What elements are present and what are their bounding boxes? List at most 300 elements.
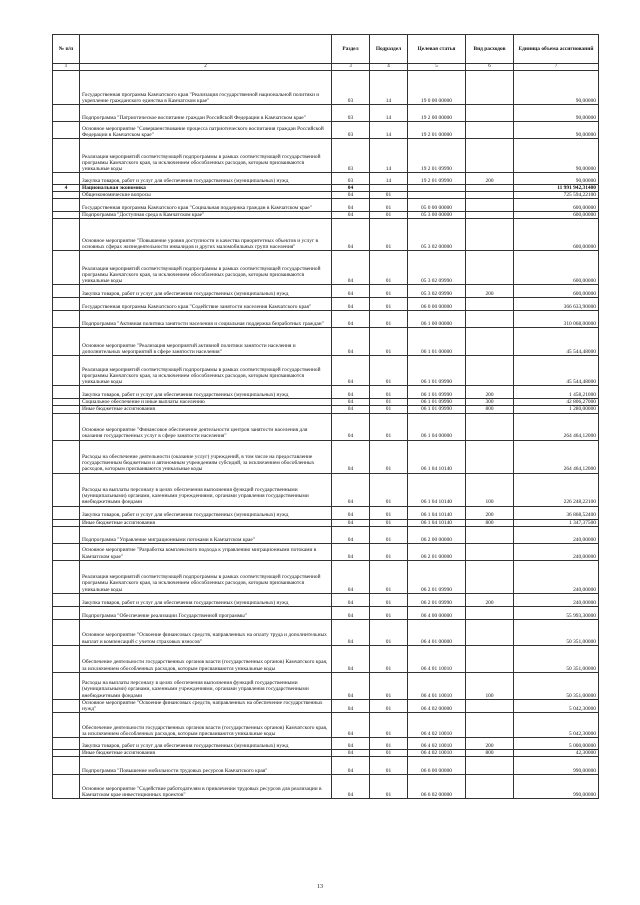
- row-expense-type: [466, 192, 514, 199]
- row-target-article: [408, 192, 466, 199]
- row-target-article: 06 1 01 00000: [408, 328, 466, 356]
- row-expense-type: [466, 774, 514, 798]
- row-razdel: 04: [332, 519, 370, 526]
- row-name: Реализация мероприятий соответствующей подпрограммы в рамках соответствующей государственной программы Камчатского края, за исключением обособленных расходов, которым присваиваются уникальные коды: [80, 139, 332, 173]
- row-name: Иные бюджетные ассигнования: [80, 406, 332, 413]
- row-podrazdel: 01: [370, 506, 408, 519]
- row-number: [53, 413, 80, 440]
- row-podrazdel: 01: [370, 199, 408, 212]
- row-target-article: 19 2 01 09990: [408, 173, 466, 185]
- row-expense-type: 800: [466, 749, 514, 756]
- row-name: Основное мероприятие "Освоение финансовых средств, направленных на оплату труда и дополнительных выплат и компенсаций с учетом страховых взносов": [80, 619, 332, 645]
- row-razdel: 04: [332, 543, 370, 560]
- row-name: Национальная экономика: [80, 185, 332, 192]
- table-row: [53, 192, 599, 199]
- table-row: [53, 298, 599, 311]
- row-amount: 600,00000: [514, 199, 599, 212]
- row-razdel: 04: [332, 440, 370, 473]
- row-target-article: 06 2 01 00000: [408, 543, 466, 560]
- row-razdel: 03: [332, 122, 370, 139]
- row-expense-type: [466, 105, 514, 122]
- row-number: [53, 199, 80, 212]
- row-target-article: 06 6 02 00000: [408, 774, 466, 798]
- col-number: 1: [53, 64, 80, 71]
- row-target-article: 05 3 00 00000: [408, 212, 466, 219]
- row-amount: 42,30000: [514, 749, 599, 756]
- row-amount: 45 544,48000: [514, 328, 599, 356]
- row-razdel: 04: [332, 386, 370, 399]
- table-row: [53, 139, 599, 173]
- row-target-article: 06 4 02 00000: [408, 699, 466, 712]
- row-number: [53, 386, 80, 399]
- row-number: [53, 406, 80, 413]
- row-razdel: 04: [332, 606, 370, 619]
- row-number: [53, 712, 80, 737]
- row-podrazdel: 01: [370, 749, 408, 756]
- column-number-row: [53, 64, 599, 71]
- row-razdel: 04: [332, 199, 370, 212]
- row-amount: 5 000,00000: [514, 737, 599, 749]
- row-amount: 366 633,90000: [514, 298, 599, 311]
- row-amount: 11 991 942,31400: [514, 185, 599, 192]
- row-target-article: 06 4 01 10010: [408, 672, 466, 699]
- row-amount: 990,00000: [514, 774, 599, 798]
- row-razdel: 03: [332, 71, 370, 105]
- row-razdel: 04: [332, 219, 370, 251]
- row-amount: 5 042,30000: [514, 712, 599, 737]
- row-podrazdel: 01: [370, 356, 408, 386]
- row-name: Подпрограмма "Обеспечение реализации Государственной программы": [80, 606, 332, 619]
- row-podrazdel: 01: [370, 399, 408, 406]
- row-target-article: 06 1 01 09990: [408, 406, 466, 413]
- row-target-article: 06 4 00 00000: [408, 606, 466, 619]
- row-amount: 990,00000: [514, 756, 599, 774]
- row-podrazdel: 14: [370, 105, 408, 122]
- col-header-expense-type: Вид расходов: [466, 35, 514, 64]
- table-row: [53, 593, 599, 606]
- row-podrazdel: 01: [370, 606, 408, 619]
- table-header-row: [53, 35, 599, 64]
- row-name: Подпрограмма "Активная политика занятости населения и социальная поддержка безработных граждан": [80, 311, 332, 328]
- row-name: Социальное обеспечение и иные выплаты населению: [80, 399, 332, 406]
- row-expense-type: [466, 543, 514, 560]
- row-expense-type: 800: [466, 406, 514, 413]
- budget-table-page: [52, 34, 598, 799]
- row-expense-type: [466, 199, 514, 212]
- row-target-article: 19 2 01 09990: [408, 139, 466, 173]
- table-row: [53, 606, 599, 619]
- row-name: Государственная программа Камчатского края "Содействие занятости населения Камчатского края": [80, 298, 332, 311]
- row-amount: 55 993,30000: [514, 606, 599, 619]
- table-row: [53, 199, 599, 212]
- row-amount: 240,00000: [514, 526, 599, 543]
- row-target-article: 06 1 01 09990: [408, 356, 466, 386]
- row-razdel: 04: [332, 328, 370, 356]
- row-razdel: 04: [332, 756, 370, 774]
- row-name: Основное мероприятие "Содействие работодателям в привлечении трудовых ресурсов для реализации в Камчатском крае инвестиционных проектов": [80, 774, 332, 798]
- row-amount: 226 248,22100: [514, 473, 599, 506]
- row-amount: 310 068,00000: [514, 311, 599, 328]
- row-name: Обеспечение деятельности государственных органов власти (государственных органов) Камчатского края, за исключением обособленных расходов, которым присваиваются уникальные коды: [80, 645, 332, 672]
- row-name: Закупка товаров, работ и услуг для обеспечения государственных (муниципальных) нужд: [80, 506, 332, 519]
- row-name: Подпрограмма "Управление миграционными потоками в Камчатском крае": [80, 526, 332, 543]
- table-row: [53, 645, 599, 672]
- row-expense-type: [466, 560, 514, 593]
- row-name: Иные бюджетные ассигнования: [80, 749, 332, 756]
- table-row: [53, 737, 599, 749]
- row-razdel: 04: [332, 298, 370, 311]
- row-expense-type: [466, 526, 514, 543]
- row-amount: 90,00000: [514, 122, 599, 139]
- row-number: [53, 473, 80, 506]
- row-amount: 45 544,48000: [514, 356, 599, 386]
- row-target-article: 06 4 02 10010: [408, 749, 466, 756]
- row-razdel: 03: [332, 105, 370, 122]
- col-number: 2: [80, 64, 332, 71]
- col-number: 3: [332, 64, 370, 71]
- row-razdel: 04: [332, 311, 370, 328]
- table-row: [53, 774, 599, 798]
- row-amount: 264 464,12000: [514, 440, 599, 473]
- row-name: Закупка товаров, работ и услуг для обеспечения государственных (муниципальных) нужд: [80, 593, 332, 606]
- row-razdel: 04: [332, 185, 370, 192]
- row-expense-type: [466, 606, 514, 619]
- row-podrazdel: [370, 185, 408, 192]
- row-expense-type: [466, 251, 514, 285]
- row-podrazdel: 01: [370, 311, 408, 328]
- row-name: Закупка товаров, работ и услуг для обеспечения государственных (муниципальных) нужд: [80, 737, 332, 749]
- row-razdel: 04: [332, 699, 370, 712]
- row-expense-type: [466, 219, 514, 251]
- row-expense-type: [466, 413, 514, 440]
- row-podrazdel: 01: [370, 192, 408, 199]
- row-name: Основное мероприятие "Финансовое обеспечение деятельности центров занятости населения для оказания государственных услуг в сфере занятости населения": [80, 413, 332, 440]
- row-name: Подпрограмма "Повышение мобильности трудовых ресурсов Камчатского края": [80, 756, 332, 774]
- row-target-article: [408, 185, 466, 192]
- row-target-article: 06 1 04 10140: [408, 519, 466, 526]
- table-row: [53, 519, 599, 526]
- row-target-article: 06 4 02 10010: [408, 737, 466, 749]
- row-amount: 1 280,00000: [514, 406, 599, 413]
- col-number: 7: [514, 64, 599, 71]
- row-amount: 240,00000: [514, 543, 599, 560]
- row-expense-type: [466, 298, 514, 311]
- row-target-article: 06 1 00 00000: [408, 311, 466, 328]
- row-amount: 264 464,12000: [514, 413, 599, 440]
- row-name: Общеэкономические вопросы: [80, 192, 332, 199]
- row-number: [53, 328, 80, 356]
- row-razdel: 04: [332, 619, 370, 645]
- table-row: [53, 506, 599, 519]
- row-expense-type: 300: [466, 399, 514, 406]
- table-row: [53, 219, 599, 251]
- row-number: [53, 672, 80, 699]
- row-podrazdel: 01: [370, 285, 408, 298]
- row-name: Расходы на обеспечение деятельности (оказание услуг) учреждений, в том числе на предоставление государственным бюджетным и автономным учреждениям субсидий, за исключением обособленных расходов, которым присваиваются уникальные коды: [80, 440, 332, 473]
- row-name: Основное мероприятие "Повышение уровня доступности и качества приоритетных объектов и услуг в основных сферах жизнедеятельности инвалидов и других маломобильных групп населения": [80, 219, 332, 251]
- row-podrazdel: 01: [370, 219, 408, 251]
- row-expense-type: [466, 212, 514, 219]
- row-expense-type: 100: [466, 473, 514, 506]
- row-razdel: 04: [332, 285, 370, 298]
- row-number: [53, 219, 80, 251]
- row-number: [53, 756, 80, 774]
- row-expense-type: [466, 311, 514, 328]
- row-name: Закупка товаров, работ и услуг для обеспечения государственных (муниципальных) нужд: [80, 285, 332, 298]
- row-target-article: 19 2 01 00000: [408, 122, 466, 139]
- row-podrazdel: 01: [370, 212, 408, 219]
- table-body: [53, 71, 599, 799]
- table-row: [53, 105, 599, 122]
- row-podrazdel: 14: [370, 173, 408, 185]
- row-target-article: 05 3 02 09990: [408, 285, 466, 298]
- row-target-article: 06 0 00 00000: [408, 298, 466, 311]
- row-podrazdel: 14: [370, 139, 408, 173]
- row-number: [53, 543, 80, 560]
- row-amount: 725 594,22100: [514, 192, 599, 199]
- row-name: Государственная программа Камчатского края "Социальная поддержка граждан в Камчатском крае": [80, 199, 332, 212]
- table-row: [53, 473, 599, 506]
- row-podrazdel: 01: [370, 440, 408, 473]
- row-razdel: 04: [332, 560, 370, 593]
- row-target-article: 06 2 01 09990: [408, 560, 466, 593]
- row-number: [53, 105, 80, 122]
- row-name: Основное мероприятие "Разработка комплексного подхода к управлению миграционными потоками в Камчатском крае": [80, 543, 332, 560]
- row-podrazdel: 01: [370, 386, 408, 399]
- row-expense-type: [466, 645, 514, 672]
- row-razdel: 04: [332, 672, 370, 699]
- row-podrazdel: 01: [370, 543, 408, 560]
- row-name: Подпрограмма "Доступная среда в Камчатском крае": [80, 212, 332, 219]
- budget-table: [52, 34, 599, 799]
- row-expense-type: [466, 619, 514, 645]
- page-number: 13: [317, 884, 323, 890]
- row-razdel: 04: [332, 737, 370, 749]
- table-row: [53, 185, 599, 192]
- row-number: [53, 774, 80, 798]
- row-target-article: 19 0 00 00000: [408, 71, 466, 105]
- row-name: Реализация мероприятий соответствующей подпрограммы в рамках соответствующей государственной программы Камчатского края, за исключением обособленных расходов, которым присваиваются уникальные коды: [80, 251, 332, 285]
- table-row: [53, 440, 599, 473]
- row-podrazdel: 01: [370, 712, 408, 737]
- row-number: [53, 699, 80, 712]
- row-target-article: 06 4 01 00000: [408, 619, 466, 645]
- row-amount: 5 042,30000: [514, 699, 599, 712]
- row-target-article: 05 3 02 00000: [408, 219, 466, 251]
- row-number: [53, 139, 80, 173]
- row-amount: 90,00000: [514, 139, 599, 173]
- row-number: [53, 519, 80, 526]
- table-row: [53, 356, 599, 386]
- row-number: [53, 122, 80, 139]
- row-expense-type: [466, 699, 514, 712]
- row-number: [53, 212, 80, 219]
- row-podrazdel: 01: [370, 672, 408, 699]
- row-target-article: 06 1 01 09990: [408, 399, 466, 406]
- row-name: Основное мероприятие "Реализация мероприятий активной политики занятости населения и дополнительных мероприятий в сфере занятости населения": [80, 328, 332, 356]
- row-razdel: 04: [332, 774, 370, 798]
- table-row: [53, 699, 599, 712]
- table-row: [53, 251, 599, 285]
- row-razdel: 04: [332, 192, 370, 199]
- row-expense-type: 200: [466, 386, 514, 399]
- row-razdel: 04: [332, 473, 370, 506]
- row-razdel: 03: [332, 173, 370, 185]
- row-podrazdel: 01: [370, 526, 408, 543]
- row-razdel: 03: [332, 139, 370, 173]
- table-row: [53, 311, 599, 328]
- row-expense-type: 200: [466, 173, 514, 185]
- col-number: 4: [370, 64, 408, 71]
- table-row: [53, 543, 599, 560]
- row-amount: 1 458,21000: [514, 386, 599, 399]
- row-expense-type: [466, 139, 514, 173]
- row-name: Расходы на выплаты персоналу в целях обеспечения выполнения функций государственными (муниципальными) органами, казенными учреждениями, органами управления государственными внебюджетными фондами: [80, 672, 332, 699]
- table-row: [53, 712, 599, 737]
- row-name: Закупка товаров, работ и услуг для обеспечения государственных (муниципальных) нужд: [80, 173, 332, 185]
- row-name: Основное мероприятие "Освоение финансовых средств, направленных на обеспечение государственных нужд": [80, 699, 332, 712]
- row-razdel: 04: [332, 749, 370, 756]
- row-number: [53, 285, 80, 298]
- row-target-article: 06 2 00 00000: [408, 526, 466, 543]
- row-amount: 600,00000: [514, 285, 599, 298]
- row-expense-type: 200: [466, 593, 514, 606]
- row-razdel: 04: [332, 399, 370, 406]
- row-podrazdel: 01: [370, 756, 408, 774]
- col-number: 6: [466, 64, 514, 71]
- row-amount: 36 868,52400: [514, 506, 599, 519]
- row-podrazdel: 01: [370, 473, 408, 506]
- row-amount: 600,00000: [514, 251, 599, 285]
- row-podrazdel: 01: [370, 774, 408, 798]
- row-expense-type: 200: [466, 506, 514, 519]
- row-target-article: 06 2 01 09990: [408, 593, 466, 606]
- row-name: Основное мероприятие "Совершенствование процесса патриотического воспитания граждан Российской Федерации в Камчатском крае": [80, 122, 332, 139]
- row-amount: 50 351,00000: [514, 619, 599, 645]
- row-amount: 240,00000: [514, 560, 599, 593]
- row-razdel: 04: [332, 645, 370, 672]
- table-row: [53, 619, 599, 645]
- row-number: [53, 356, 80, 386]
- row-number: [53, 526, 80, 543]
- table-row: [53, 285, 599, 298]
- row-expense-type: [466, 122, 514, 139]
- row-target-article: 06 1 04 00000: [408, 413, 466, 440]
- row-podrazdel: 01: [370, 699, 408, 712]
- row-razdel: 04: [332, 251, 370, 285]
- row-expense-type: [466, 756, 514, 774]
- col-number: 5: [408, 64, 466, 71]
- row-target-article: 06 4 01 10010: [408, 645, 466, 672]
- row-name: Обеспечение деятельности государственных органов власти (государственных органов) Камчатского края, за исключением обособленных расходов, которым присваиваются уникальные коды: [80, 712, 332, 737]
- row-target-article: 06 1 01 09990: [408, 386, 466, 399]
- row-name: Государственная программа Камчатского края "Реализация государственной национальной политики и укрепление гражданского единства в Камчатском крае": [80, 71, 332, 105]
- table-row: [53, 328, 599, 356]
- row-amount: 600,00000: [514, 219, 599, 251]
- table-row: [53, 399, 599, 406]
- table-row: [53, 749, 599, 756]
- row-razdel: 04: [332, 406, 370, 413]
- table-row: [53, 212, 599, 219]
- row-number: 4: [53, 185, 80, 192]
- row-podrazdel: 01: [370, 328, 408, 356]
- row-amount: 90,00000: [514, 173, 599, 185]
- row-razdel: 04: [332, 413, 370, 440]
- row-number: [53, 311, 80, 328]
- table-row: [53, 526, 599, 543]
- row-razdel: 04: [332, 506, 370, 519]
- row-number: [53, 606, 80, 619]
- row-podrazdel: 01: [370, 251, 408, 285]
- row-name: Подпрограмма "Патриотическое воспитание граждан Российской Федерации в Камчатском крае": [80, 105, 332, 122]
- row-podrazdel: 01: [370, 560, 408, 593]
- table-row: [53, 173, 599, 185]
- row-target-article: 19 2 00 00000: [408, 105, 466, 122]
- row-expense-type: 200: [466, 285, 514, 298]
- row-razdel: 04: [332, 356, 370, 386]
- col-header-podrazdel: Подраздел: [370, 35, 408, 64]
- row-target-article: 05 3 02 09990: [408, 251, 466, 285]
- row-amount: 50 351,00000: [514, 645, 599, 672]
- row-podrazdel: 01: [370, 645, 408, 672]
- row-target-article: 06 6 00 00000: [408, 756, 466, 774]
- row-razdel: 04: [332, 593, 370, 606]
- row-podrazdel: 01: [370, 406, 408, 413]
- table-row: [53, 672, 599, 699]
- row-amount: 240,00000: [514, 593, 599, 606]
- table-row: [53, 122, 599, 139]
- row-expense-type: [466, 71, 514, 105]
- row-expense-type: 100: [466, 672, 514, 699]
- row-expense-type: [466, 440, 514, 473]
- row-name: Реализация мероприятий соответствующей подпрограммы в рамках соответствующей государственной программы Камчатского края, за исключением обособленных расходов, которым присваиваются уникальные коды: [80, 560, 332, 593]
- row-target-article: 06 1 04 10140: [408, 440, 466, 473]
- table-row: [53, 756, 599, 774]
- col-header-name: [80, 35, 332, 64]
- table-row: [53, 413, 599, 440]
- row-amount: 90,00000: [514, 105, 599, 122]
- row-amount: 42 806,27000: [514, 399, 599, 406]
- row-amount: 50 351,00000: [514, 672, 599, 699]
- row-amount: 1 347,37500: [514, 519, 599, 526]
- row-amount: 90,00000: [514, 71, 599, 105]
- row-number: [53, 192, 80, 199]
- row-name: Иные бюджетные ассигнования: [80, 519, 332, 526]
- row-number: [53, 645, 80, 672]
- row-number: [53, 560, 80, 593]
- row-number: [53, 749, 80, 756]
- table-row: [53, 71, 599, 105]
- row-number: [53, 440, 80, 473]
- row-razdel: 04: [332, 212, 370, 219]
- row-expense-type: [466, 356, 514, 386]
- table-row: [53, 406, 599, 413]
- row-podrazdel: 01: [370, 413, 408, 440]
- row-number: [53, 619, 80, 645]
- row-number: [53, 737, 80, 749]
- row-expense-type: [466, 712, 514, 737]
- row-expense-type: [466, 185, 514, 192]
- col-header-razdel: Раздел: [332, 35, 370, 64]
- row-number: [53, 506, 80, 519]
- row-podrazdel: 01: [370, 737, 408, 749]
- row-razdel: 04: [332, 712, 370, 737]
- col-header-amount: Единица объема ассигнований: [514, 35, 599, 64]
- row-name: Закупка товаров, работ и услуг для обеспечения государственных (муниципальных) нужд: [80, 386, 332, 399]
- row-target-article: 06 4 02 10010: [408, 712, 466, 737]
- row-number: [53, 593, 80, 606]
- row-podrazdel: 01: [370, 619, 408, 645]
